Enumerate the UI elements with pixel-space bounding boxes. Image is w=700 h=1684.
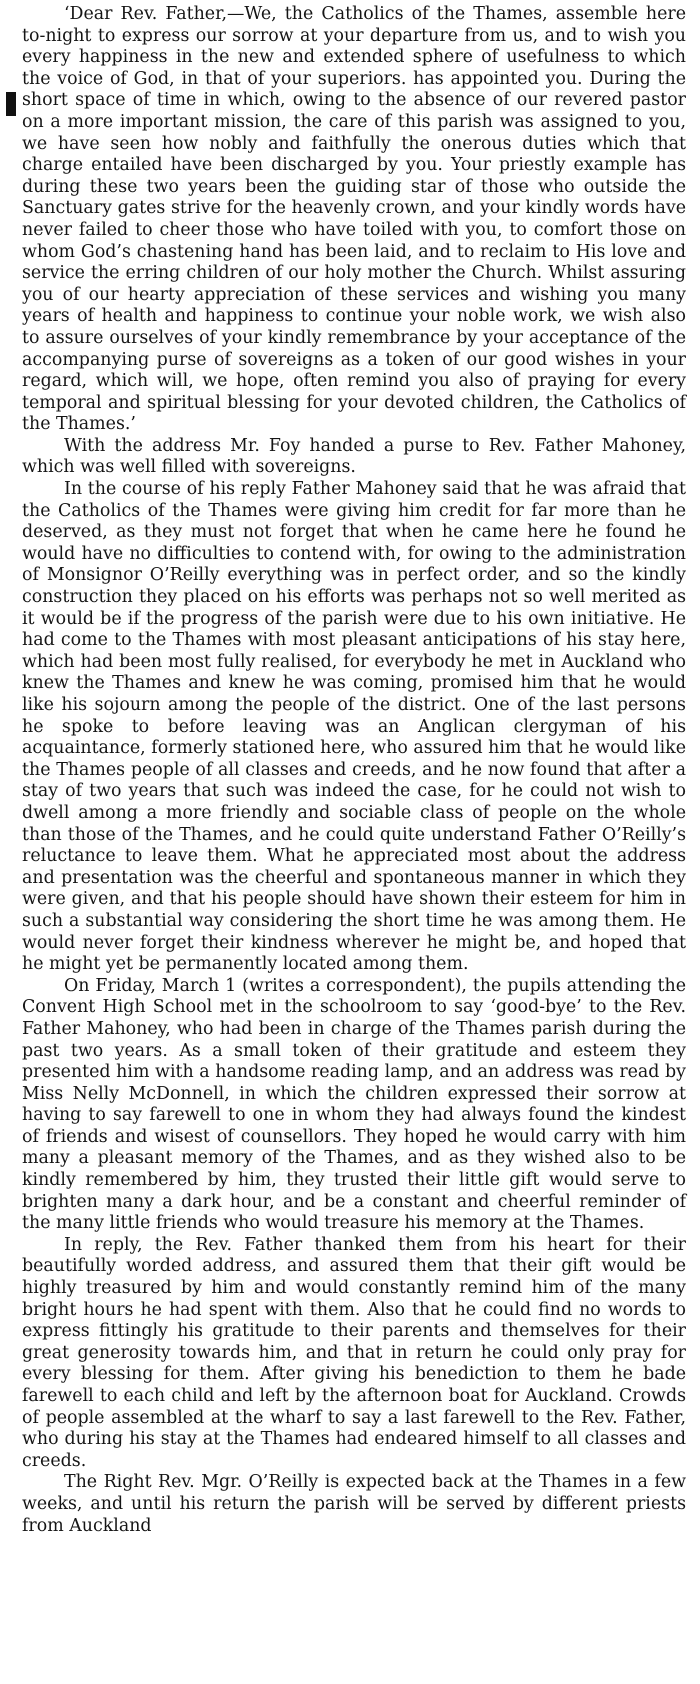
return-notice-paragraph: The Right Rev. Mgr. O’Reilly is expected back at the Thames in a few weeks, and until his return the parish will be served by different priests from Auckland [22,1472,686,1536]
address-quote-paragraph: ‘Dear Rev. Father,—We, the Catholics of the Thames, assemble here to-night to express our sorrow at your departure from us, and to wish you every happiness in the new and extended sphere of usefulness to which the voice of God, in that of your superiors. has appointed you. During the short space of time in which, owing to the absence of our revered pastor on a more important mission, the care of this parish was assigned to you, we have seen how nobly and faithfully the onerous duties which that charge entailed have been discharged by you. Your priestly example has during these two years been the guiding star of those who outside the Sanctuary gates strive for the heavenly crown, and your kindly words have never failed to cheer those who have toiled with you, to comfort those on whom God’s chastening hand has been laid, and to reclaim to His love and service the erring children of our holy mother the Church. Whilst assuring you of our hearty appreciation of these services and wishing you many years of health and happiness to continue your noble work, we wish also to assure ourselves of your kindly remembrance by your acceptance of the accompanying purse of sovereigns as a token of our good wishes in your regard, which will, we hope, often remind you also of praying for every temporal and spiritual blessing for your devoted children, the Catholics of the Thames.’ [22,4,686,435]
reply-paragraph: In the course of his reply Father Mahoney said that he was afraid that the Catholics of the Thames were giving him credit for far more than he deserved, as they must not forget that when he came here he found he would have no difficulties to contend with, for owing to the administration of Monsignor O’Reilly everything was in perfect order, and so the kindly construction they placed on his efforts was perhaps not so well merited as it would be if the progress of the parish were due to his own initiative. He had come to the Thames with most pleasant anticipations of his stay here, which had been most fully realised, for everybody he met in Auckland who knew the Thames and knew he was coming, promised him that he would like his sojourn among the people of the district. One of the last persons he spoke to before leaving was an Anglican clergyman of his acquaintance, formerly stationed here, who assured him that he would like the Thames people of all classes and creeds, and he now found that after a stay of two years that such was indeed the case, for he could not wish to dwell among a more friendly and sociable class of people on the whole than those of the Thames, and he could quite understand Father O’Reilly’s reluctance to leave them. What he appreciated most about the address and presentation was the cheerful and spontaneous manner in which they were given, and that his people should have shown their esteem for him in such a substantial way considering the short time he was among them. He would never forget their kindness wherever he might be, and hoped that he might yet be permanently located among them. [22,479,686,975]
convent-school-paragraph: On Friday, March 1 (writes a correspondent), the pupils attending the Convent High School met in the schoolroom to say ‘good-bye’ to the Rev. Father Mahoney, who had been in charge of the Thames parish during the past two years. As a small token of their gratitude and esteem they presented him with a handsome reading lamp, and an address was read by Miss Nelly McDonnell, in which the children expressed their sorrow at having to say farewell to one in whom they had always found the kindest of friends and wisest of counsellors. They hoped he would carry with him many a pleasant memory of the Thames, and as they wished also to be kindly remembered by him, they trusted their little gift would serve to brighten many a dark hour, and be a constant and cheerful reminder of the many little friends who would treasure his memory at the Thames. [22,975,686,1234]
purse-paragraph: With the address Mr. Foy handed a purse to Rev. Father Mahoney, which was well filled with sovereigns. [22,435,686,478]
farewell-paragraph: In reply, the Rev. Father thanked them from his heart for their beautifully worded address, and assured them that their gift would be highly treasured by him and would constantly remind him of the many bright hours he had spent with them. Also that he could find no words to express fittingly his gratitude to their parents and themselves for their great generosity towards him, and that in return he could only pray for every blessing for them. After giving his benediction to them he bade farewell to each child and left by the afternoon boat for Auckland. Crowds of people assembled at the wharf to say a last farewell to the Rev. Father, who during his stay at the Thames had endeared himself to all classes and creeds. [22,1234,686,1471]
ink-blot-mark [6,92,16,116]
article-column [22,4,686,1537]
